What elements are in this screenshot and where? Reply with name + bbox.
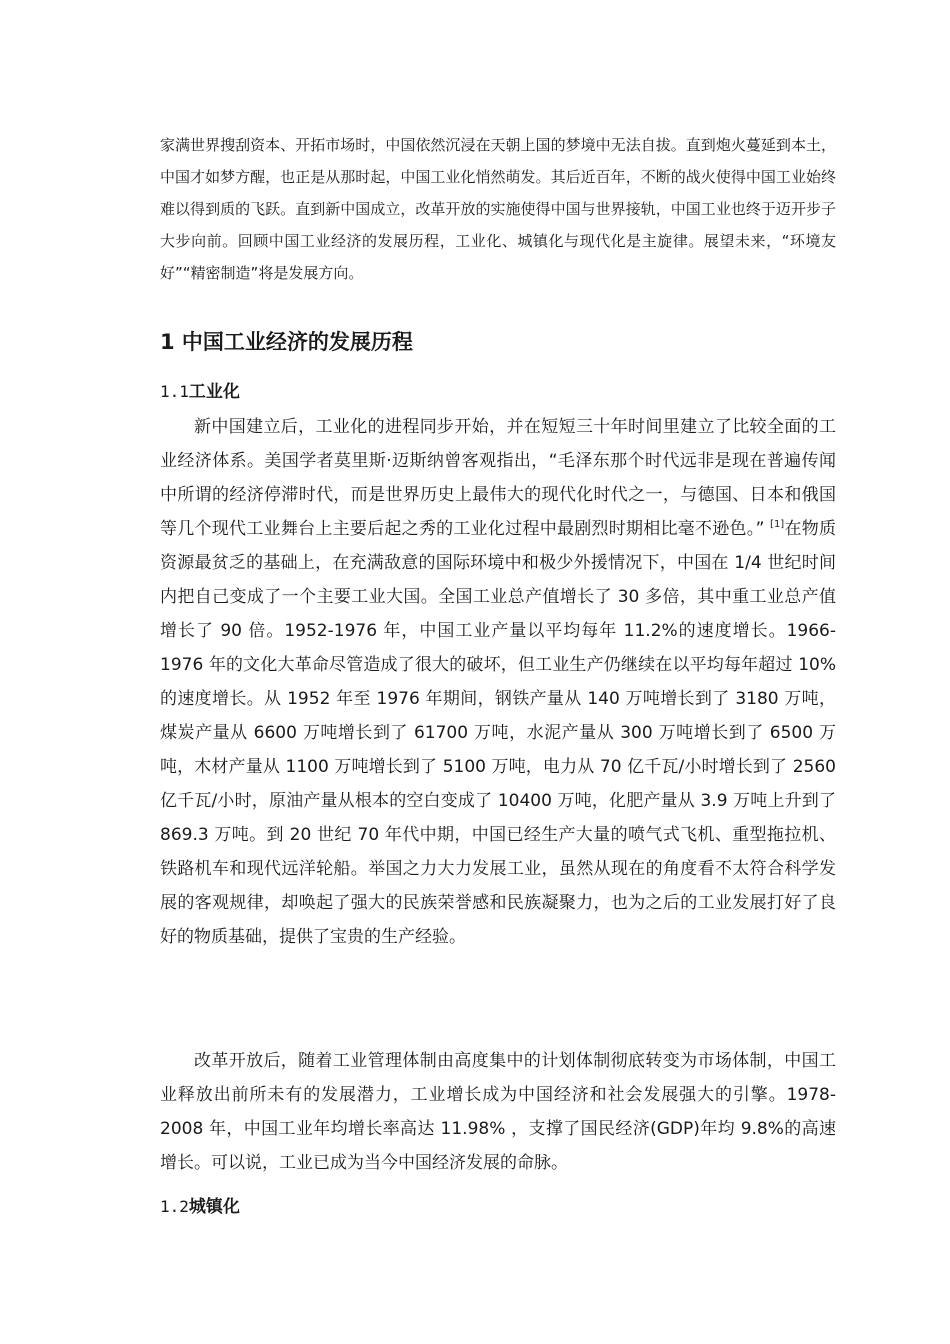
citation-reference[interactable]: [1] (770, 519, 785, 530)
intro-paragraph: 家满世界搜刮资本、开拓市场时，中国依然沉浸在天朝上国的梦境中无法自拔。直到炮火蔓延到本土，中国才如梦方醒，也正是从那时起，中国工业化悄然萌发。其后近百年，不断的战火使得中国工业始终难以得到质的飞跃。直到新中国成立，改革开放的实施使得中国与世界接轨，中国工业也终于迈开步子大步向前。回顾中国工业经济的发展历程，工业化、城镇化与现代化是主旋律。展望未来，“环境友好”“精密制造”将是发展方向。 (160, 136, 836, 282)
subsection-1-2-title: 城镇化 (188, 1197, 240, 1217)
section-1-heading: 1 中国工业经济的发展历程 (160, 330, 413, 354)
subsection-1-1-title: 工业化 (188, 382, 240, 402)
paragraph-1-text-b: 在物质资源最贫乏的基础上，在充满敌意的国际环境中和极少外援情况下，中国在 1/4 世纪时间内把自己变成了一个主要工业大国。全国工业总产值增长了 30 多倍，其中重工业总产值增长了 90 倍。1952-1976 年，中国工业产量以平均每年 11.2%的速度增长。1966-1976 年的文化大革命尽管造成了很大的破坏，但工业生产仍继续在以平均每年超过 10%的速度增长。从 1952 年至 1976 年期间，钢铁产量从 140 万吨增长到了 3180 万吨，煤炭产量从 6600 万吨增长到了 61700 万吨，水泥产量从 300 万吨增长到了 6500 万吨，木材产量从 1100 万吨增长到了 5100 万吨，电力从 70 亿千瓦/小时增长到了 2560 亿千瓦/小时，原油产量从根本的空白变成了 10400 万吨，化肥产量从 3.9 万吨上升到了 869.3 万吨。到 20 世纪 70 年代中期，中国已经生产大量的喷气式飞机、重型拖拉机、铁路机车和现代远洋轮船。举国之力大力发展工业，虽然从现在的角度看不太符合科学发展的客观规律，却唤起了强大的民族荣誉感和民族凝聚力，也为之后的工业发展打好了良好的物质基础，提供了宝贵的生产经验。 (160, 519, 836, 947)
subsection-1-2-number: 1.2 (160, 1197, 189, 1216)
subsection-1-2-heading (160, 1192, 240, 1222)
paragraph-1-text-a: 新中国建立后，工业化的进程同步开始，并在短短三十年时间里建立了比较全面的工业经济体系。美国学者莫里斯·迈斯纳曾客观指出，“毛泽东那个时代远非是现在普遍传闻中所谓的经济停滞时代，而是世界历史上最伟大的现代化时代之一，与德国、日本和俄国等几个现代工业舞台上主要后起之秀的工业化过程中最剧烈时期相比毫不逊色。” (160, 417, 836, 539)
industrialization-paragraph-1 (160, 410, 836, 954)
subsection-1-1-number: 1.1 (160, 382, 189, 401)
industrialization-paragraph-2: 改革开放后，随着工业管理体制由高度集中的计划体制彻底转变为市场体制，中国工业释放出前所未有的发展潜力，工业增长成为中国经济和社会发展强大的引擎。1978-2008 年，中国工业年均增长率高达 11.98% ，支撑了国民经济(GDP)年均 9.8%的高速增长。可以说，工业已成为当今中国经济发展的命脉。 (160, 1051, 836, 1173)
subsection-1-1-heading (160, 377, 240, 407)
